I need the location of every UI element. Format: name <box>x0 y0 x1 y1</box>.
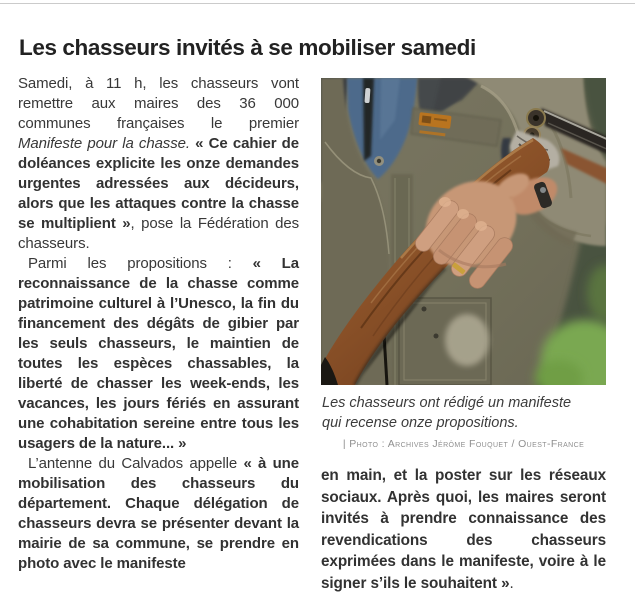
text-segment: « à une mobilisation des chasseurs du département. Chaque délégation de chasseurs devra se présenter devant la mairie de sa commune, se prendre en photo avec le manifeste <box>18 455 299 572</box>
article-body-left <box>18 74 299 574</box>
article-body-right <box>321 465 606 594</box>
text-segment: . <box>509 574 514 592</box>
hunter-photo-illustration <box>321 78 606 385</box>
text-segment: en main, et la poster sur les réseaux sociaux. Après quoi, les maires seront invités à prendre connaissance des revendications des chasseurs exprimées dans le manifeste, voire à le signer s’ils le souhaitent » <box>321 467 606 592</box>
text-segment: L’antenne du Calvados appelle <box>28 455 244 472</box>
text-segment: « La reconnaissance de la chasse comme patrimoine culturel à l’Unesco, la fin du financement des dégâts de gibier par les seuls chasseurs, le maintien de toutes les espèces chassables, la liberté de chasser les week-ends, les vacances, les jours fériés en assurant une cohabitation sereine entre tous les usagers de la nature... » <box>18 255 299 452</box>
hunter-photo <box>321 78 606 385</box>
photo-caption: Les chasseurs ont rédigé un manifeste qui recense onze propositions. <box>322 395 572 431</box>
article-paragraph <box>18 454 299 574</box>
article-paragraph <box>18 74 299 254</box>
article-paragraph <box>18 254 299 454</box>
top-divider <box>0 3 635 4</box>
article-headline: Les chasseurs invités à se mobiliser samedi <box>19 35 476 60</box>
text-segment: Parmi les propositions : <box>28 255 253 272</box>
text-segment: Manifeste pour la chasse. <box>18 135 190 152</box>
text-segment: , pose la Fédération des chasseurs. <box>18 215 299 252</box>
figure-column <box>321 78 606 594</box>
text-segment: « Ce cahier de doléances explicite les onze demandes urgentes adressées aux décideurs, alors que les attaques contre la chasse se multiplient » <box>18 135 299 232</box>
article-figure <box>321 78 606 450</box>
text-segment: Samedi, à 11 h, les chasseurs vont remettre aux maires des 36 000 communes françaises le premier <box>18 75 299 132</box>
photo-credit: | Photo : Archives Jérôme Fouquet / Ouest-France <box>342 438 585 450</box>
zipper-pull <box>364 88 370 103</box>
article-paragraph <box>321 465 606 594</box>
